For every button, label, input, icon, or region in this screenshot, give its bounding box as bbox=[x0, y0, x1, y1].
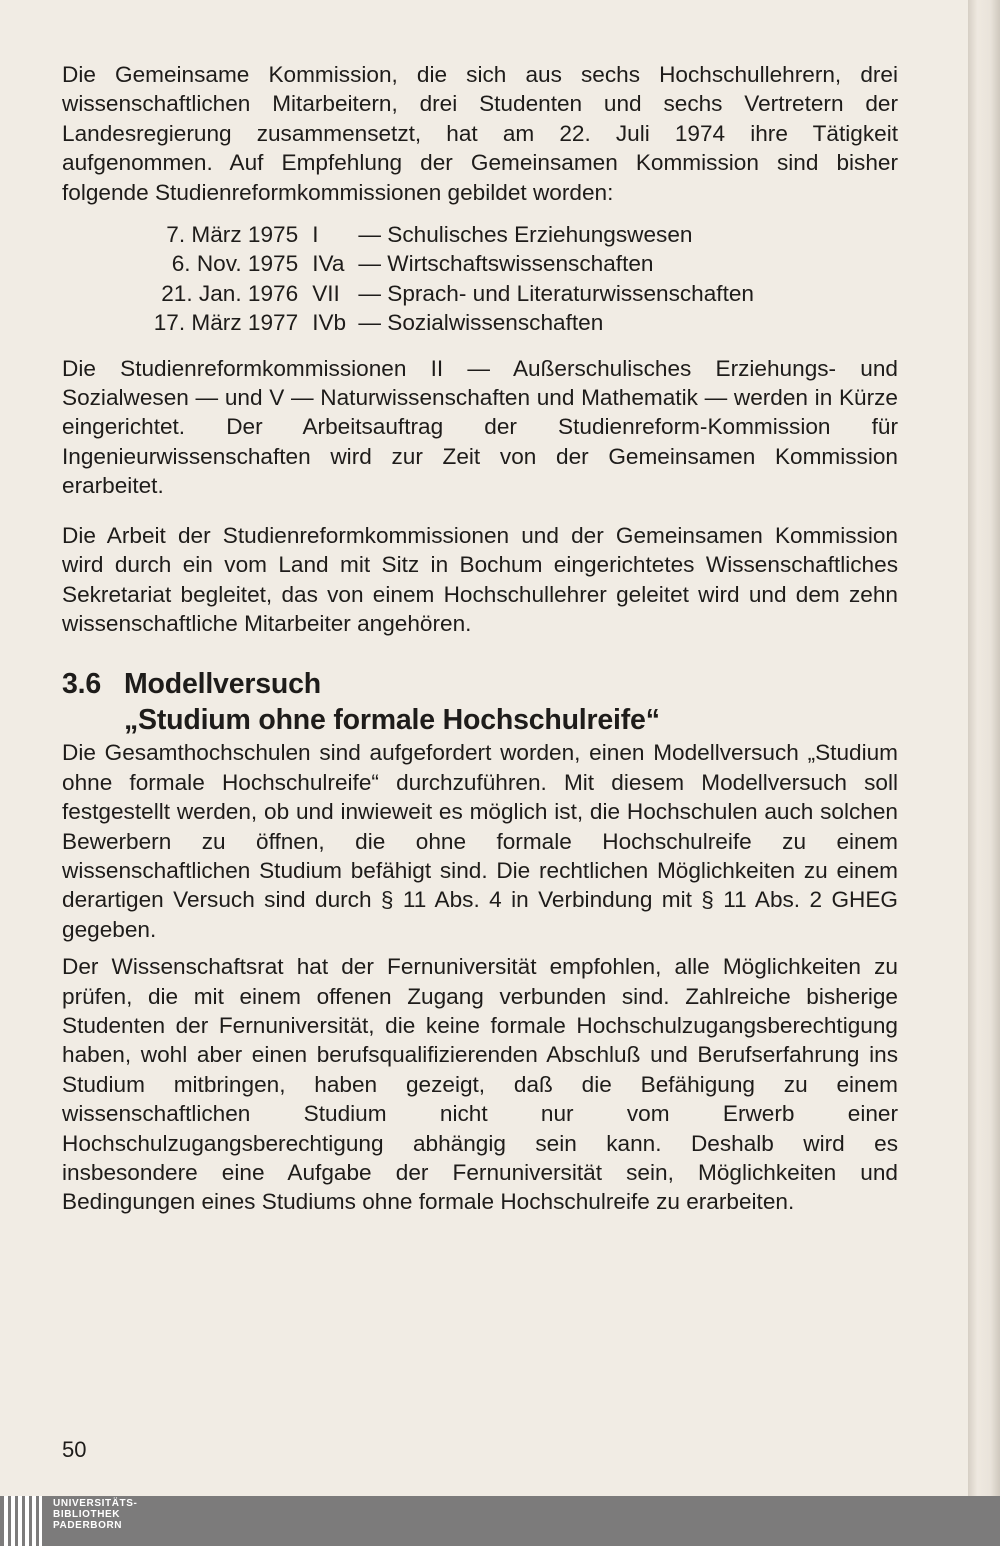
library-logo-line: PADERBORN bbox=[53, 1520, 123, 1531]
commission-table bbox=[114, 220, 754, 338]
section-heading bbox=[62, 666, 898, 738]
section-title-line2: „Studium ohne formale Hochschulreife“ bbox=[124, 704, 660, 737]
library-logo-line: UNIVERSITÄTS- bbox=[53, 1498, 138, 1509]
library-logo-line: BIBLIOTHEK bbox=[53, 1509, 121, 1520]
page-content bbox=[62, 60, 898, 1217]
library-logo-icon bbox=[4, 1496, 42, 1546]
commission-name: — Wirtschaftswissenschaften bbox=[358, 251, 654, 277]
table-row bbox=[114, 220, 754, 249]
commission-date: 21. Jan. 1976 bbox=[161, 280, 299, 306]
commission-date: 6. Nov. 1975 bbox=[171, 251, 299, 277]
paragraph-pending-commissions: Die Studienreformkommissionen II — Außerschulisches Erziehungs- und Sozialwesen — und V — Naturwissenschaften und Mathematik — werden in Kürze eingerichtet. Der Arbeitsauftrag der Studienreform-Kommission für Ingenieurwissenschaften wird zur Zeit von der Gemeinsamen Kommission erarbeitet. bbox=[62, 355, 898, 499]
paragraph-model-trial: Die Gesamthochschulen sind aufgefordert worden, einen Modellversuch „Studium ohne formale Hochschulreife“ durchzuführen. Mit diesem Modellversuch soll festgestellt werden, ob und inwieweit es möglich ist, die Hochschulen auch solchen Bewerbern zu öffnen, die ohne formale Hochschulreife zu einem wissenschaftlichen Studium befähigt sind. Die rechtlichen Möglichkeiten zu einem derartigen Versuch sind durch § 11 Abs. 4 in Verbindung mit § 11 Abs. 2 GHEG gegeben. bbox=[62, 740, 898, 942]
paragraph-science-council: Der Wissenschaftsrat hat der Fernuniversität empfohlen, alle Möglichkeiten zu prüfen, die mit einem offenen Zugang verbunden sind. Zahlreiche bisherige Studenten der Fernuniversität, die keine formale Hochschulzugangsberechtigung haben, wohl aber einen berufsqualifizierenden Abschluß und Berufserfahrung ins Studium mitbringen, haben gezeigt, daß die Befähigung zu einem wissenschaftlichen Studium nicht nur vom Erwerb einer Hochschulzugangsberechtigung abhängig sein kann. Deshalb wird es insbesondere eine Aufgabe der Fernuniversität sein, Möglichkeiten und Bedingungen eines Studiums ohne formale Hochschulreife zu erarbeiten. bbox=[62, 954, 898, 1215]
paragraph-commission-intro: Die Gemeinsame Kommission, die sich aus sechs Hochschullehrern, drei wissenschaftlichen Mitarbeitern, drei Studenten und sechs Vertretern der Landesregierung zusammensetzt, hat am 22. Juli 1974 ihre Tätigkeit aufgenommen. Auf Empfehlung der Gemeinsamen Kommission sind bisher folgende Studienreformkommissionen gebildet worden: bbox=[62, 62, 898, 205]
commission-date: 17. März 1977 bbox=[153, 310, 299, 336]
table-row bbox=[114, 249, 754, 278]
table-row bbox=[114, 279, 754, 308]
library-logo-text bbox=[53, 1498, 137, 1531]
section-title-line1: Modellversuch bbox=[124, 668, 321, 701]
commission-number: IVb bbox=[312, 310, 347, 336]
commission-number: IVa bbox=[312, 251, 345, 277]
table-row bbox=[114, 308, 754, 337]
section-number: 3.6 bbox=[62, 668, 102, 701]
book-page-edge bbox=[968, 0, 1000, 1496]
commission-date: 7. März 1975 bbox=[166, 222, 299, 248]
commission-name: — Sprach- und Literaturwissenschaften bbox=[358, 280, 754, 306]
paragraph-secretariat: Die Arbeit der Studienreformkommissionen und der Gemeinsamen Kommission wird durch ein vom Land mit Sitz in Bochum eingerichtetes Wissenschaftliches Sekretariat begleitet, das von einem Hochschullehrer geleitet wird und dem zehn wissenschaftliche Mitarbeiter angehören. bbox=[62, 522, 898, 636]
commission-name: — Sozialwissenschaften bbox=[358, 310, 604, 336]
commission-number: I bbox=[312, 222, 319, 248]
library-footer bbox=[0, 1496, 1000, 1546]
commission-name: — Schulisches Erziehungswesen bbox=[358, 222, 693, 248]
commission-number: VII bbox=[312, 280, 340, 306]
page-number: 50 bbox=[62, 1437, 87, 1462]
